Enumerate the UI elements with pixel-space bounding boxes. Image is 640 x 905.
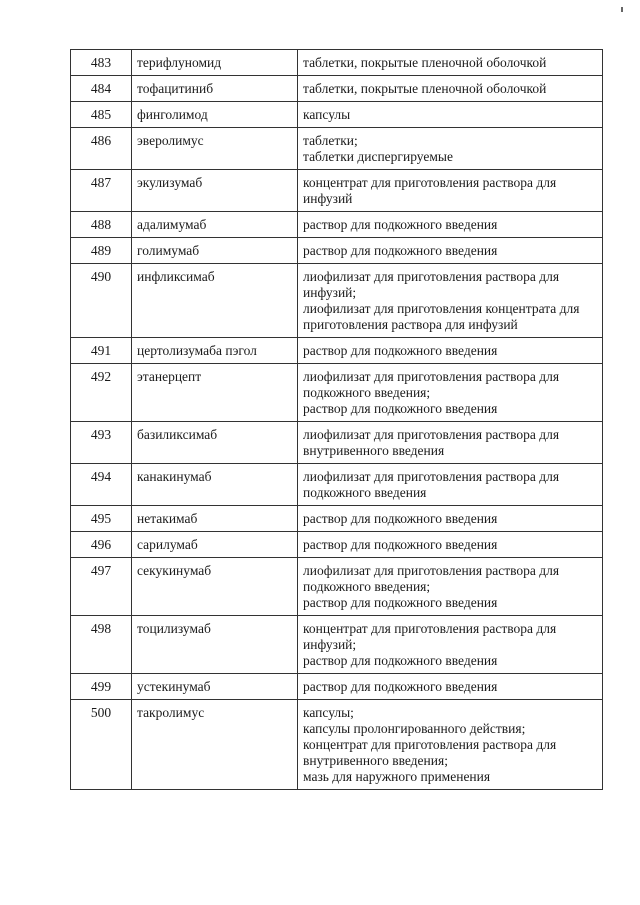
table-row: [71, 338, 603, 364]
row-number: 496: [71, 532, 132, 558]
table-row: [71, 102, 603, 128]
row-number: 488: [71, 212, 132, 238]
table-row: [71, 532, 603, 558]
drug-name: сарилумаб: [132, 532, 298, 558]
table-row: [71, 506, 603, 532]
table-row: [71, 464, 603, 506]
row-number: 498: [71, 616, 132, 674]
table-row: [71, 264, 603, 338]
table-row: [71, 76, 603, 102]
dosage-form: раствор для подкожного введения: [298, 506, 603, 532]
table-row: [71, 700, 603, 790]
dosage-form: лиофилизат для приготовления раствора для внутривенного введения: [298, 422, 603, 464]
drug-name: тоцилизумаб: [132, 616, 298, 674]
row-number: 489: [71, 238, 132, 264]
drug-name: базиликсимаб: [132, 422, 298, 464]
row-number: 486: [71, 128, 132, 170]
table-row: [71, 50, 603, 76]
drug-name: устекинумаб: [132, 674, 298, 700]
dosage-form: концентрат для приготовления раствора для инфузий; раствор для подкожного введения: [298, 616, 603, 674]
drug-name: секукинумаб: [132, 558, 298, 616]
table-row: [71, 422, 603, 464]
dosage-form: таблетки, покрытые пленочной оболочкой: [298, 76, 603, 102]
table-row: [71, 616, 603, 674]
drug-name: цертолизумаба пэгол: [132, 338, 298, 364]
dosage-form: лиофилизат для приготовления раствора для подкожного введения: [298, 464, 603, 506]
row-number: 493: [71, 422, 132, 464]
scan-mark: [621, 7, 623, 12]
table-row: [71, 558, 603, 616]
dosage-form: таблетки; таблетки диспергируемые: [298, 128, 603, 170]
dosage-form: раствор для подкожного введения: [298, 674, 603, 700]
row-number: 499: [71, 674, 132, 700]
drug-name: канакинумаб: [132, 464, 298, 506]
dosage-form: раствор для подкожного введения: [298, 532, 603, 558]
drug-name: такролимус: [132, 700, 298, 790]
dosage-form: лиофилизат для приготовления раствора для инфузий; лиофилизат для приготовления концентрата для приготовления раствора для инфузий: [298, 264, 603, 338]
row-number: 484: [71, 76, 132, 102]
dosage-form: раствор для подкожного введения: [298, 338, 603, 364]
row-number: 487: [71, 170, 132, 212]
row-number: 490: [71, 264, 132, 338]
dosage-form: лиофилизат для приготовления раствора для подкожного введения; раствор для подкожного введения: [298, 364, 603, 422]
table-row: [71, 212, 603, 238]
drug-name: терифлуномид: [132, 50, 298, 76]
drug-table-body: [71, 50, 603, 790]
row-number: 492: [71, 364, 132, 422]
row-number: 494: [71, 464, 132, 506]
drug-name: нетакимаб: [132, 506, 298, 532]
table-row: [71, 238, 603, 264]
drug-name: тофацитиниб: [132, 76, 298, 102]
row-number: 485: [71, 102, 132, 128]
dosage-form: раствор для подкожного введения: [298, 238, 603, 264]
table-row: [71, 674, 603, 700]
dosage-form: капсулы; капсулы пролонгированного действия; концентрат для приготовления раствора для внутривенного введения; мазь для наружного применения: [298, 700, 603, 790]
drug-name: эверолимус: [132, 128, 298, 170]
row-number: 500: [71, 700, 132, 790]
table-row: [71, 128, 603, 170]
drug-name: голимумаб: [132, 238, 298, 264]
row-number: 491: [71, 338, 132, 364]
dosage-form: лиофилизат для приготовления раствора для подкожного введения; раствор для подкожного введения: [298, 558, 603, 616]
drug-name: адалимумаб: [132, 212, 298, 238]
table-row: [71, 364, 603, 422]
row-number: 495: [71, 506, 132, 532]
drug-name: экулизумаб: [132, 170, 298, 212]
drug-table: [70, 49, 603, 790]
row-number: 483: [71, 50, 132, 76]
dosage-form: раствор для подкожного введения: [298, 212, 603, 238]
drug-name: финголимод: [132, 102, 298, 128]
row-number: 497: [71, 558, 132, 616]
dosage-form: капсулы: [298, 102, 603, 128]
drug-name: этанерцепт: [132, 364, 298, 422]
drug-name: инфликсимаб: [132, 264, 298, 338]
dosage-form: концентрат для приготовления раствора для инфузий: [298, 170, 603, 212]
dosage-form: таблетки, покрытые пленочной оболочкой: [298, 50, 603, 76]
table-row: [71, 170, 603, 212]
